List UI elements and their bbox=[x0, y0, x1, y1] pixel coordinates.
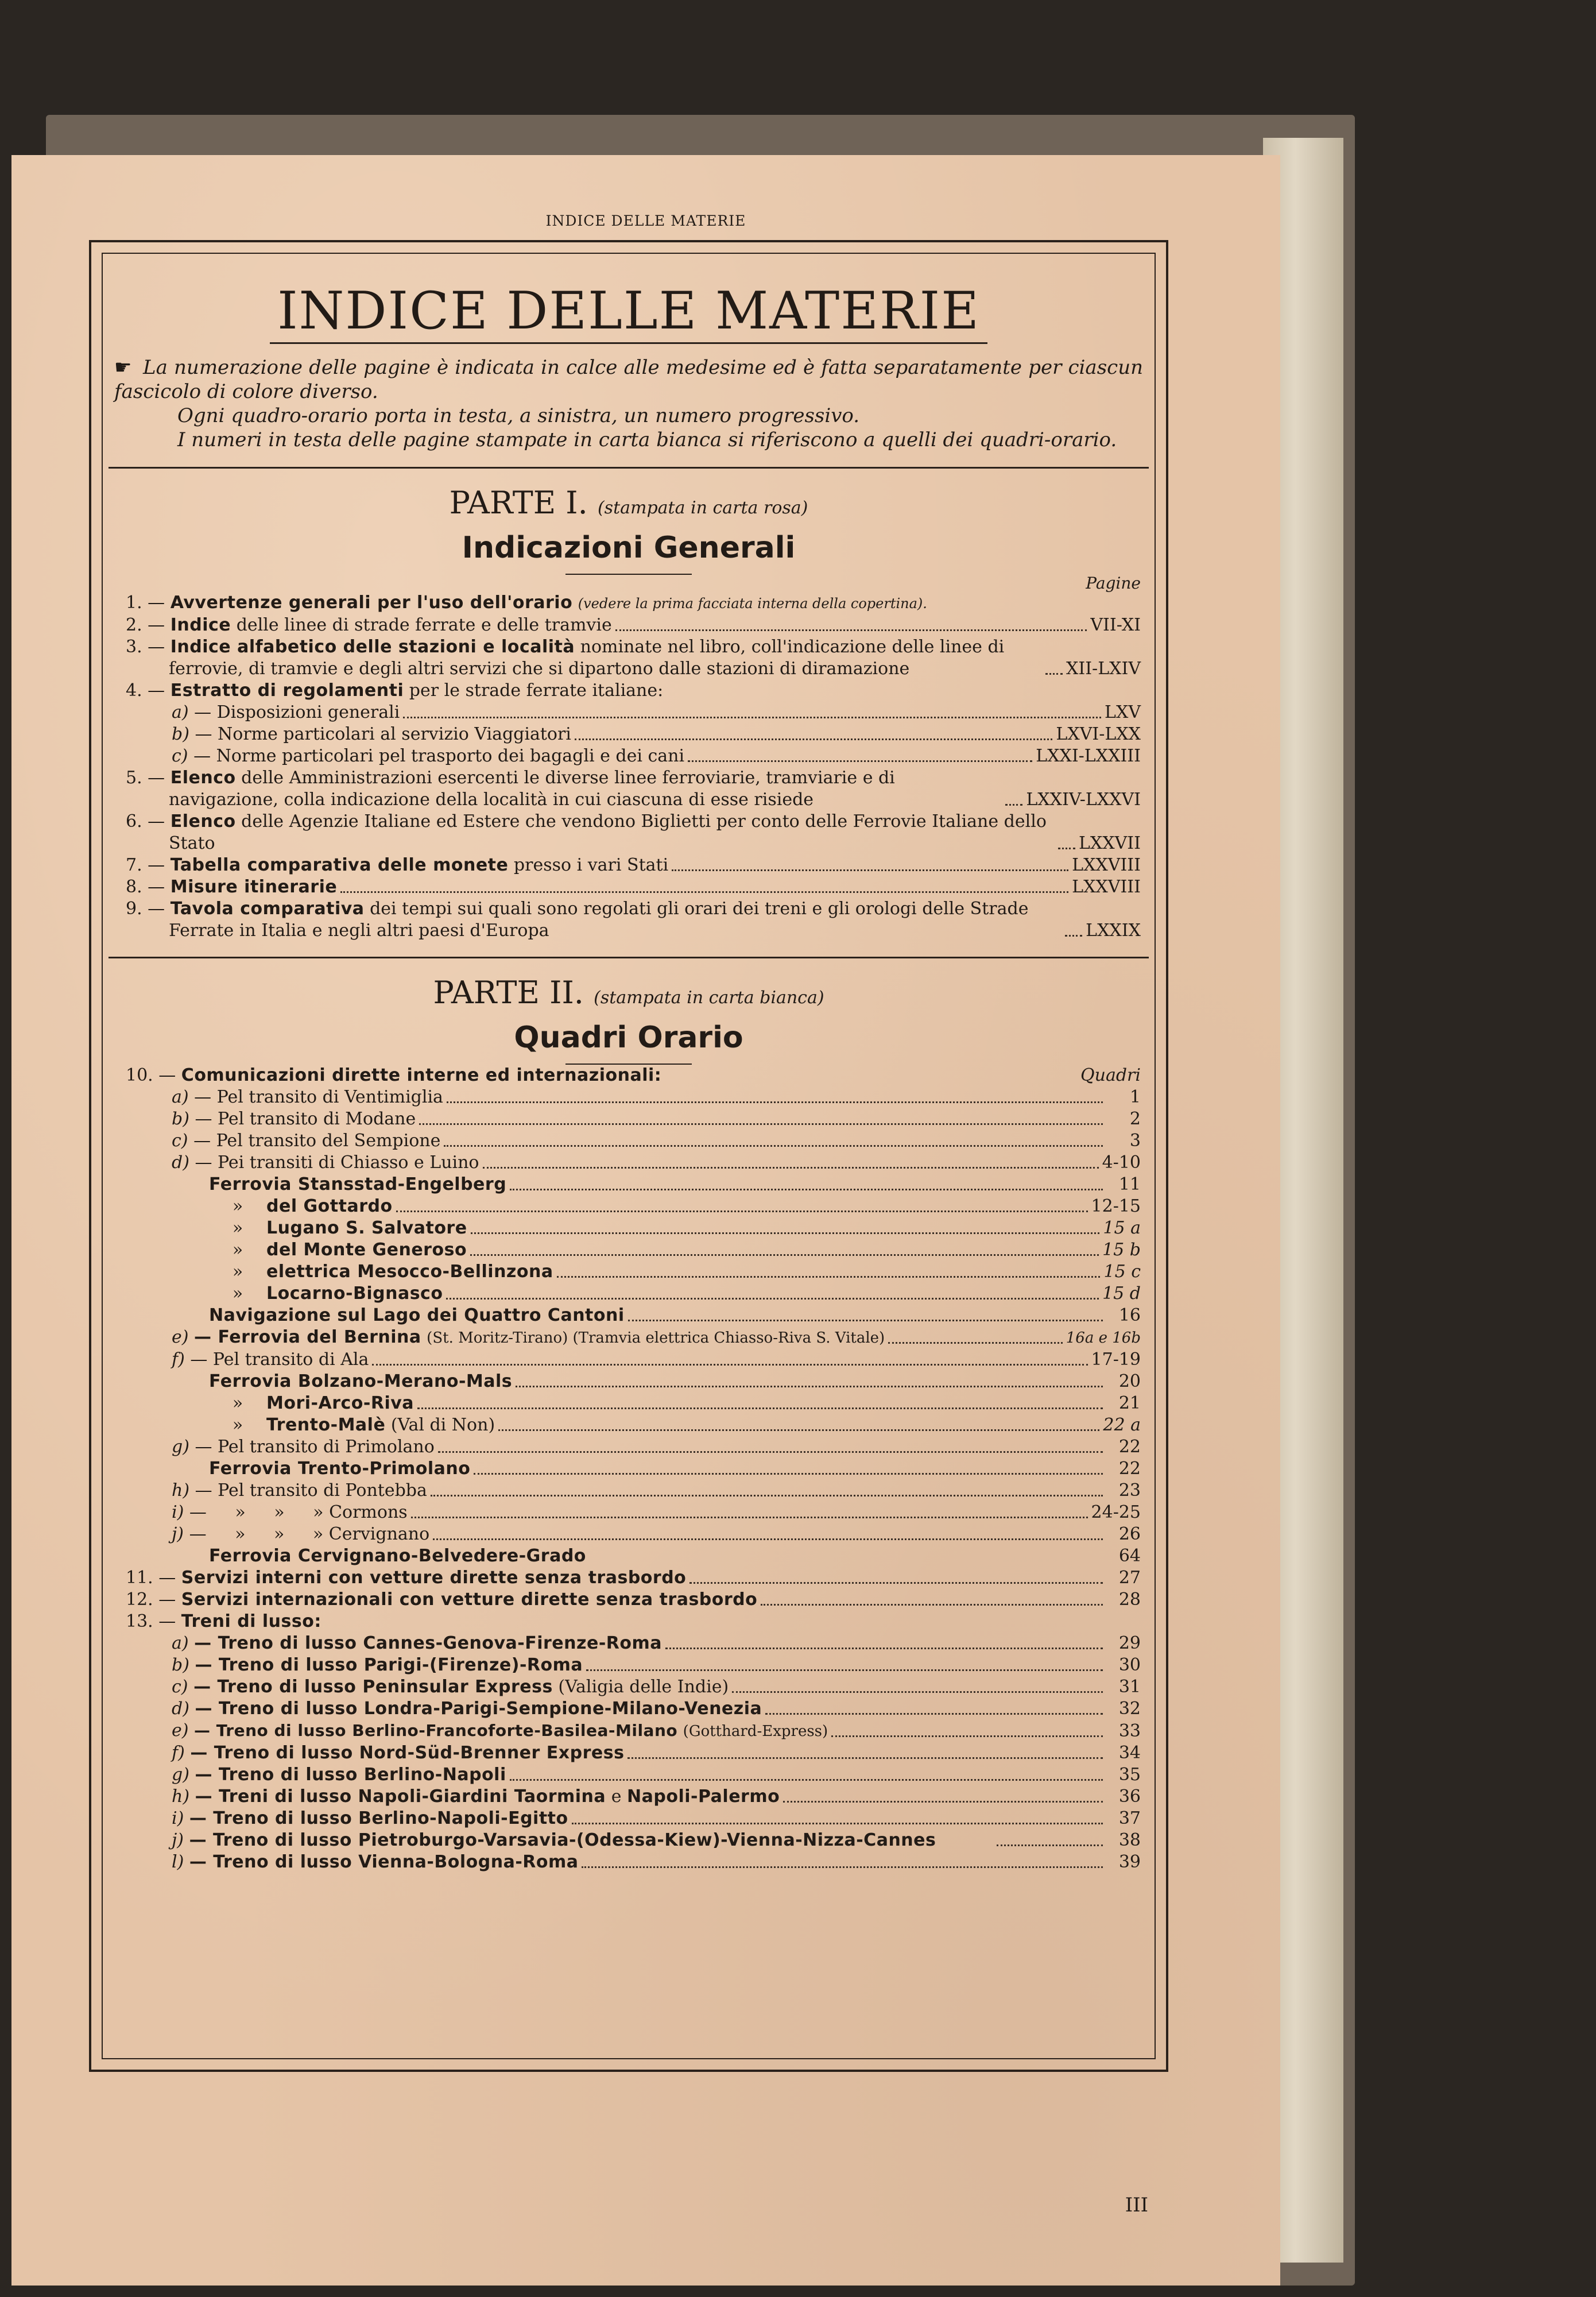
part-2-heading bbox=[109, 975, 1149, 1016]
table-ref: 27 bbox=[1118, 1568, 1141, 1588]
table-ref: 64 bbox=[1118, 1546, 1141, 1566]
page-ref: LXXVII bbox=[1078, 833, 1141, 853]
part-1-column-head: Pagine bbox=[1086, 574, 1141, 593]
table-ref: 32 bbox=[1118, 1699, 1141, 1719]
section-divider bbox=[109, 467, 1149, 469]
table-ref: 3 bbox=[1129, 1131, 1141, 1151]
intro-note-1: La numerazione delle pagine è indicata in calce alle medesime ed è fatta separatamente per ciascun fascicolo di colore diverso. bbox=[114, 356, 1143, 403]
table-ref: 17-19 bbox=[1091, 1349, 1141, 1370]
table-ref: 26 bbox=[1118, 1524, 1141, 1544]
toc-subentry: j) — Treno di lusso Pietroburgo-Varsavia-(Odessa-Kiew)-Vienna-Nizza-Cannes 38 bbox=[172, 1830, 1141, 1850]
toc-subentry: » elettrica Mesocco-Bellinzona 15 c bbox=[232, 1262, 1141, 1282]
table-ref: 11 bbox=[1118, 1174, 1141, 1194]
table-ref: 36 bbox=[1118, 1786, 1141, 1807]
toc-subentry: d) — Treno di lusso Londra-Parigi-Sempione-Milano-Venezia 32 bbox=[172, 1699, 1141, 1719]
toc-subentry: h) — Pel transito di Pontebba 23 bbox=[172, 1480, 1141, 1501]
toc-entry: 12. — Servizi internazionali con vetture dirette senza trasbordo 28 bbox=[126, 1590, 1141, 1610]
part-2-note: (stampata in carta bianca) bbox=[594, 988, 824, 1008]
table-ref: 29 bbox=[1118, 1633, 1141, 1653]
table-ref: 34 bbox=[1118, 1743, 1141, 1763]
page-ref: LXXIX bbox=[1086, 921, 1141, 941]
table-ref: 22 bbox=[1118, 1437, 1141, 1457]
intro-note-2: Ogni quadro-orario porta in testa, a sinistra, un numero progressivo. bbox=[177, 404, 860, 427]
toc-subentry: » del Monte Generoso 15 b bbox=[232, 1240, 1141, 1260]
page-ref: VII-XI bbox=[1090, 615, 1141, 635]
table-ref: 39 bbox=[1118, 1852, 1141, 1872]
toc-subentry: a) — Disposizioni generali LXV bbox=[172, 702, 1141, 722]
content bbox=[109, 254, 1149, 2058]
table-ref: 20 bbox=[1118, 1371, 1141, 1391]
part-2-title: Quadri Orario bbox=[514, 1020, 743, 1055]
page-ref: LXVI-LXX bbox=[1056, 724, 1141, 744]
toc-subentry: f) — Treno di lusso Nord-Süd-Brenner Express 34 bbox=[172, 1743, 1141, 1763]
page-ref: LXV bbox=[1105, 702, 1141, 722]
toc-subentry: a) — Treno di lusso Cannes-Genova-Firenze-Roma 29 bbox=[172, 1633, 1141, 1653]
toc-subentry: » del Gottardo 12-15 bbox=[232, 1196, 1141, 1216]
toc-entry: 3. — Indice alfabetico delle stazioni e località nominate nel libro, coll'indicazione delle linee di ferrovie, di tramvie e degli altri servizi che si dipartono dalle stazioni di diramazione XII-LXIV bbox=[126, 637, 1141, 679]
table-ref: 12-15 bbox=[1091, 1196, 1141, 1216]
table-ref: 15 c bbox=[1103, 1262, 1141, 1282]
toc-subentry: » Mori-Arco-Riva 21 bbox=[232, 1393, 1141, 1413]
pointing-hand-icon: ☛ bbox=[114, 356, 132, 379]
part-1-title: Indicazioni Generali bbox=[462, 531, 796, 565]
page-ref: XII-LXIV bbox=[1066, 659, 1141, 679]
toc-entry: 5. — Elenco delle Amministrazioni esercenti le diverse linee ferroviarie, tramviarie e di navigazione, colla indicazione della località in cui ciascuna di esse risiede LXXIV-LXXVI bbox=[126, 768, 1141, 810]
part-1-note: (stampata in carta rosa) bbox=[597, 498, 808, 518]
toc-subentry: b) — Pel transito di Modane 2 bbox=[172, 1109, 1141, 1129]
toc-entry: 10. — Comunicazioni dirette interne ed internazionali: Quadri bbox=[126, 1065, 1141, 1085]
table-ref: 15 a bbox=[1103, 1218, 1141, 1238]
toc-subentry: a) — Pel transito di Ventimiglia 1 bbox=[172, 1087, 1141, 1107]
toc-subentry: Ferrovia Bolzano-Merano-Mals 20 bbox=[209, 1371, 1141, 1391]
toc-entry: 7. — Tabella comparativa delle monete presso i vari Stati LXXVIII bbox=[126, 855, 1141, 875]
page-ref: LXXI-LXXIII bbox=[1036, 746, 1141, 766]
toc-subentry: f) — Pel transito di Ala 17-19 bbox=[172, 1349, 1141, 1370]
table-ref: 16 bbox=[1118, 1305, 1141, 1325]
toc-subentry: c) — Treno di lusso Peninsular Express (Valigia delle Indie) 31 bbox=[172, 1677, 1141, 1697]
toc-entry: 11. — Servizi interni con vetture dirette senza trasbordo 27 bbox=[126, 1568, 1141, 1588]
page-ref: LXXVIII bbox=[1072, 855, 1141, 875]
part-2-column-head: Quadri bbox=[1080, 1065, 1141, 1085]
page-number: III bbox=[1125, 2194, 1148, 2217]
toc-subentry: b) — Norme particolari al servizio Viaggiatori LXVI-LXX bbox=[172, 724, 1141, 744]
section-divider bbox=[109, 957, 1149, 958]
toc-entry: 8. — Misure itinerarie LXXVIII bbox=[126, 877, 1141, 897]
toc-subentry: » Lugano S. Salvatore 15 a bbox=[232, 1218, 1141, 1238]
toc-subentry: e) — Treno di lusso Berlino-Francoforte-Basilea-Milano (Gotthard-Express) 33 bbox=[172, 1720, 1141, 1741]
table-ref: 35 bbox=[1118, 1765, 1141, 1785]
table-ref: 28 bbox=[1118, 1590, 1141, 1610]
intro-notes bbox=[114, 355, 1143, 452]
toc-subentry: Ferrovia Stansstad-Engelberg 11 bbox=[209, 1174, 1141, 1194]
title-rule bbox=[270, 342, 987, 344]
toc-subentry: i) — Treno di lusso Berlino-Napoli-Egitto 37 bbox=[172, 1808, 1141, 1828]
page-title: INDICE DELLE MATERIE bbox=[277, 281, 980, 341]
table-ref: 22 bbox=[1118, 1459, 1141, 1479]
toc-subentry: g) — Pel transito di Primolano 22 bbox=[172, 1437, 1141, 1457]
part-1-label: PARTE I. bbox=[449, 485, 588, 521]
table-ref: 15 d bbox=[1102, 1283, 1141, 1304]
toc-subentry: g) — Treno di lusso Berlino-Napoli 35 bbox=[172, 1765, 1141, 1785]
part-1-heading bbox=[109, 485, 1149, 527]
toc-subentry: h) — Treni di lusso Napoli-Giardini Taormina e Napoli-Palermo 36 bbox=[172, 1786, 1141, 1807]
table-ref: 1 bbox=[1129, 1087, 1141, 1107]
table-ref: 23 bbox=[1118, 1480, 1141, 1501]
part-2-label: PARTE II. bbox=[433, 975, 584, 1011]
toc-subentry: c) — Norme particolari pel trasporto dei bagagli e dei cani LXXI-LXXIII bbox=[172, 746, 1141, 766]
table-ref: 24-25 bbox=[1091, 1502, 1141, 1522]
toc-entry: 2. — Indice delle linee di strade ferrate e delle tramvie VII-XI bbox=[126, 615, 1141, 635]
document-page bbox=[11, 155, 1280, 2286]
intro-note-3: I numeri in testa delle pagine stampate in carta bianca si riferiscono a quelli dei quadri-orario. bbox=[177, 428, 1117, 451]
toc-subentry: Ferrovia Cervignano-Belvedere-Grado 64 bbox=[209, 1546, 1141, 1566]
toc-subentry: i) — » » » Cormons 24-25 bbox=[172, 1502, 1141, 1522]
toc-entry: 6. — Elenco delle Agenzie Italiane ed Estere che vendono Biglietti per conto delle Ferrovie Italiane dello Stato LXXVII bbox=[126, 811, 1141, 853]
table-ref: 37 bbox=[1118, 1808, 1141, 1828]
content-frame bbox=[89, 240, 1168, 2072]
toc-subentry: d) — Pei transiti di Chiasso e Luino 4-10 bbox=[172, 1153, 1141, 1173]
toc-subentry: Ferrovia Trento-Primolano 22 bbox=[209, 1459, 1141, 1479]
table-ref: 33 bbox=[1118, 1721, 1141, 1741]
toc-subentry: » Locarno-Bignasco 15 d bbox=[232, 1283, 1141, 1304]
toc-subentry: b) — Treno di lusso Parigi-(Firenze)-Roma 30 bbox=[172, 1655, 1141, 1675]
table-ref: 30 bbox=[1118, 1655, 1141, 1675]
toc-entry: 1. — Avvertenze generali per l'uso dell'orario (vedere la prima facciata interna della copertina). bbox=[126, 593, 927, 613]
table-ref: 15 b bbox=[1102, 1240, 1141, 1260]
toc-entry: 9. — Tavola comparativa dei tempi sui quali sono regolati gli orari dei treni e gli orologi delle Strade Ferrate in Italia e negli altri paesi d'Europa LXXIX bbox=[126, 899, 1141, 941]
toc-subentry: Navigazione sul Lago dei Quattro Cantoni 16 bbox=[209, 1305, 1141, 1325]
toc-subentry: c) — Pel transito del Sempione 3 bbox=[172, 1131, 1141, 1151]
toc-subentry: l) — Treno di lusso Vienna-Bologna-Roma 39 bbox=[172, 1852, 1141, 1872]
table-ref: 21 bbox=[1118, 1393, 1141, 1413]
toc-subentry: » Trento-Malè (Val di Non) 22 a bbox=[232, 1415, 1141, 1435]
table-ref: 4-10 bbox=[1102, 1153, 1141, 1173]
table-ref: 31 bbox=[1118, 1677, 1141, 1697]
toc-subentry: j) — » » » Cervignano 26 bbox=[172, 1524, 1141, 1544]
table-ref: 38 bbox=[1118, 1830, 1141, 1850]
table-ref: 16a e 16b bbox=[1066, 1329, 1141, 1347]
running-head: INDICE DELLE MATERIE bbox=[545, 212, 746, 229]
toc-entry: 13. — Treni di lusso: bbox=[126, 1611, 321, 1631]
page-ref: LXXVIII bbox=[1072, 877, 1141, 897]
table-ref: 22 a bbox=[1103, 1415, 1141, 1435]
table-ref: 2 bbox=[1129, 1109, 1141, 1129]
page-ref: LXXIV-LXXVI bbox=[1026, 790, 1141, 810]
toc-entry: 4. — Estratto di regolamenti per le strade ferrate italiane: bbox=[126, 680, 664, 701]
toc-subentry: e) — Ferrovia del Bernina (St. Moritz-Tirano) (Tramvia elettrica Chiasso-Riva S. Vitale) 16a e 16b bbox=[172, 1327, 1141, 1349]
